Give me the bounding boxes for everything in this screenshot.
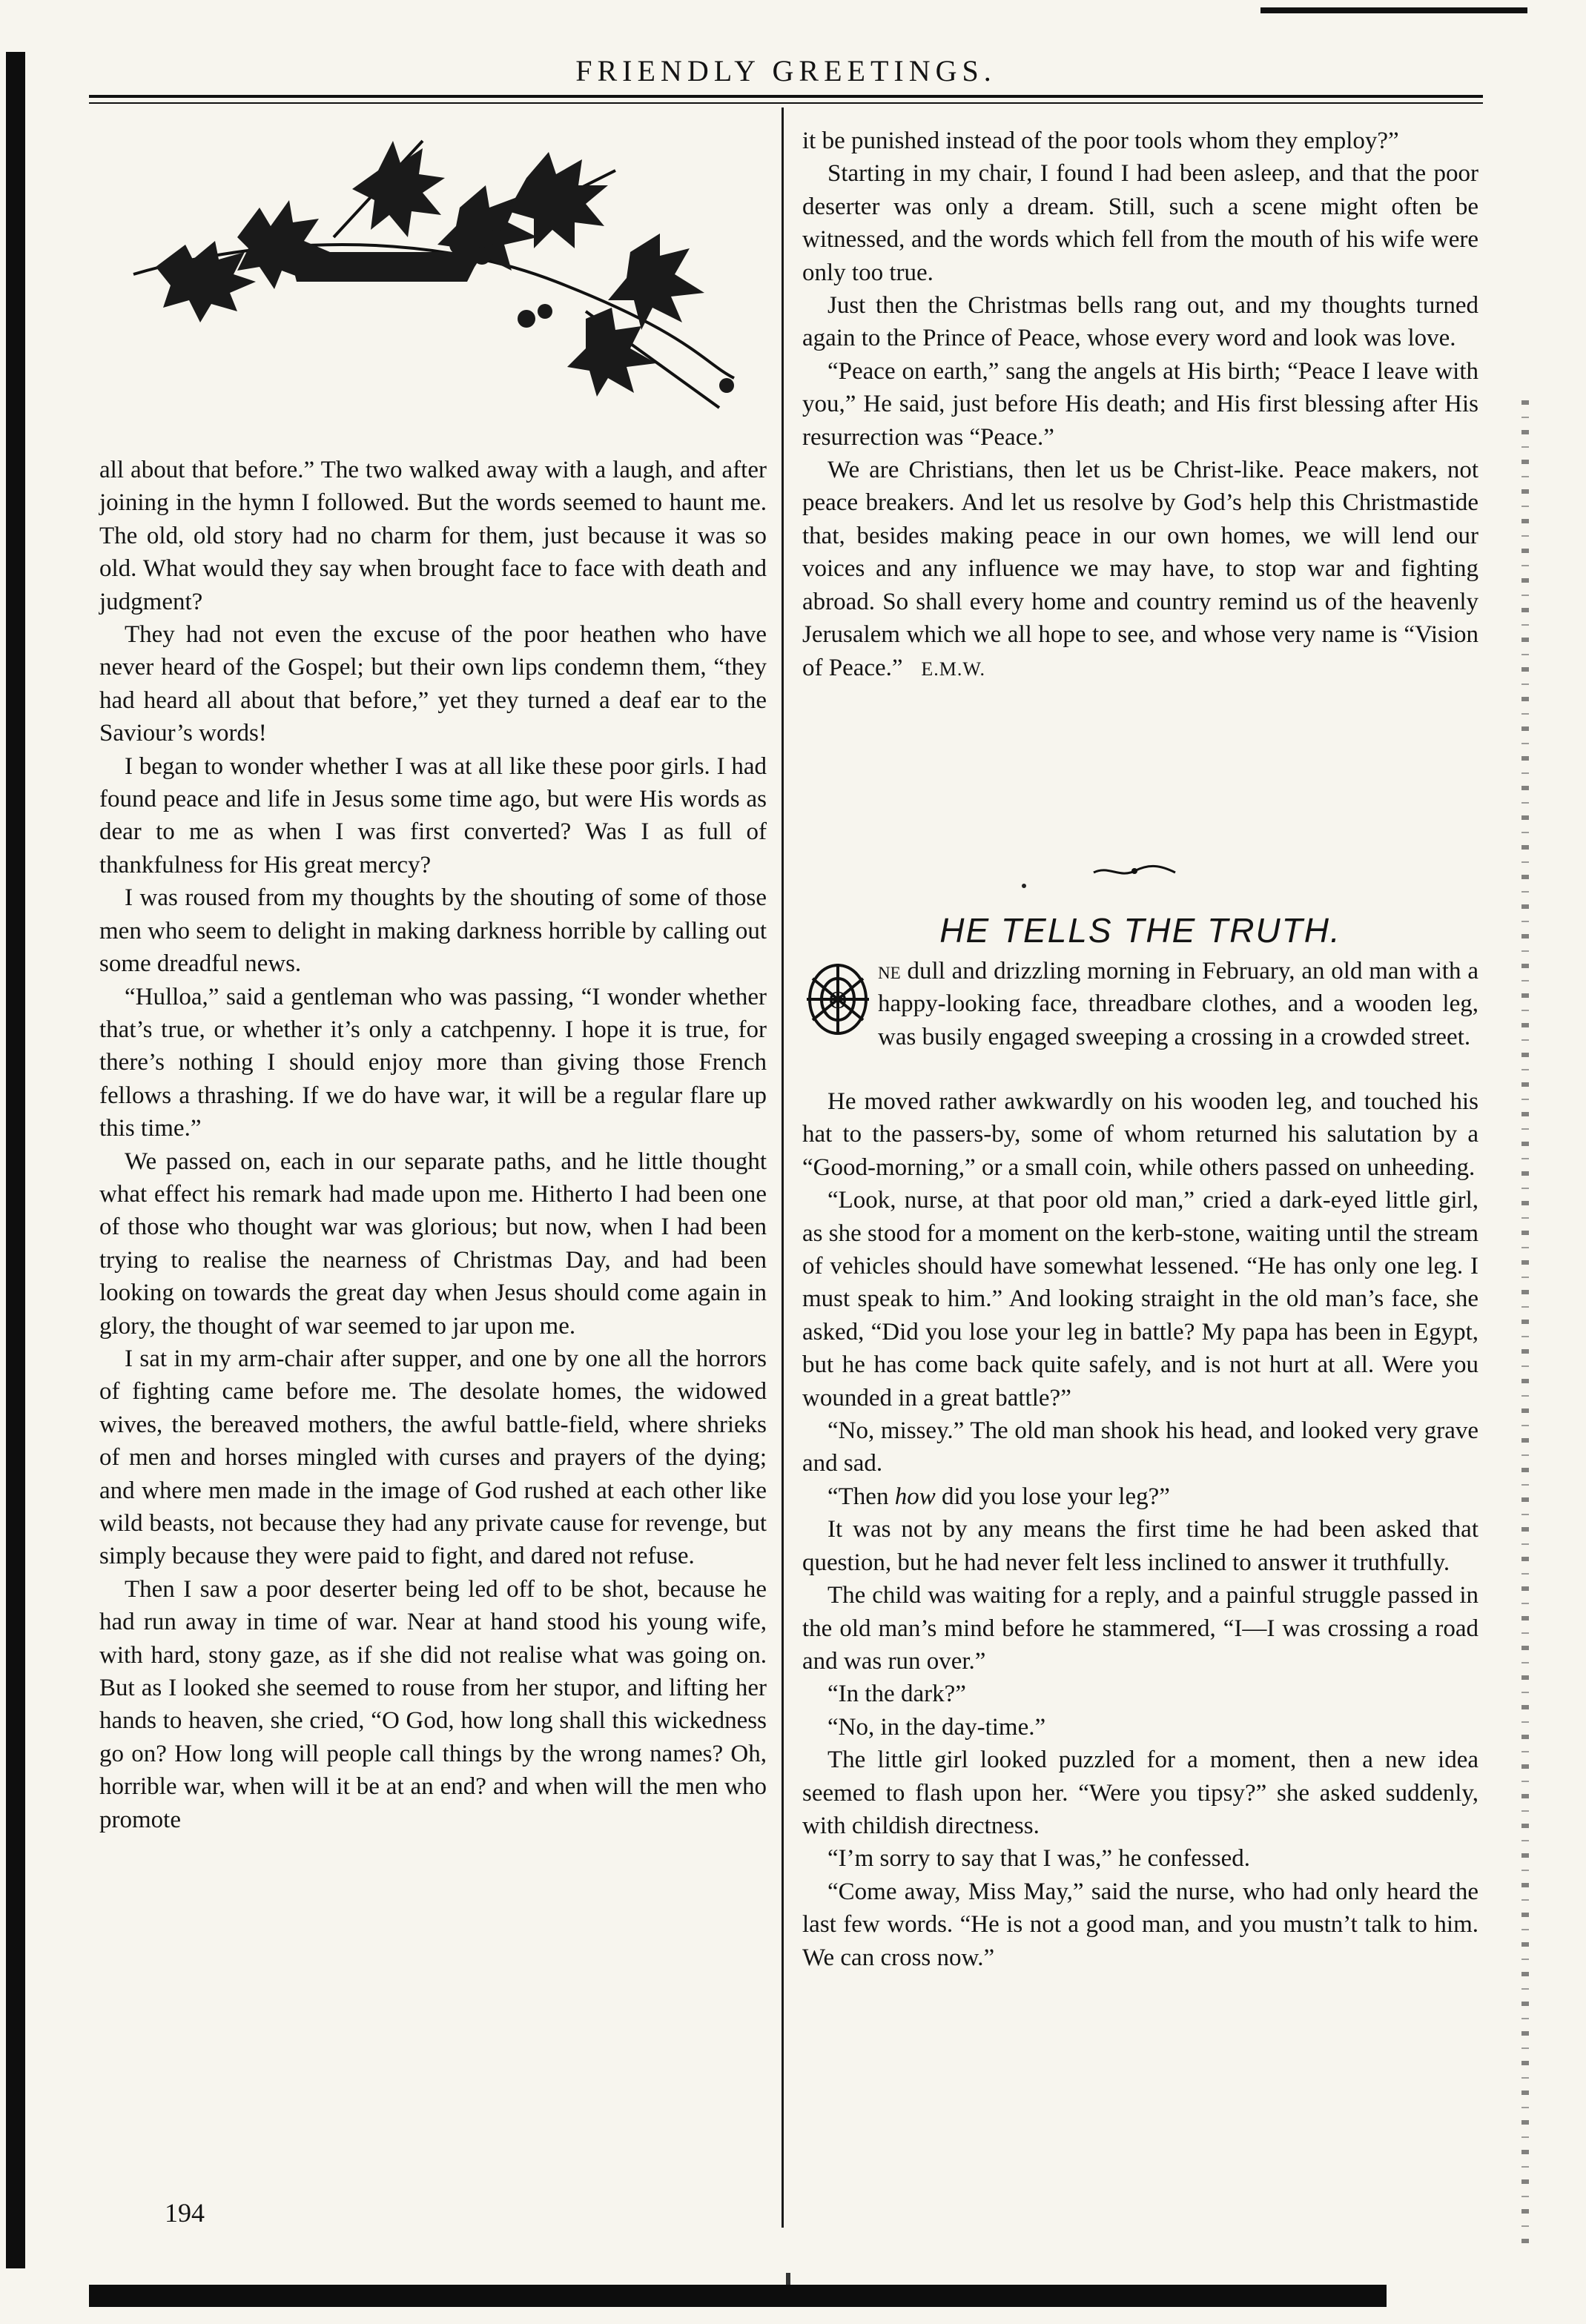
article-paragraph: The child was waiting for a reply, and a painful struggle passed in the old man’s mind before he stammered, “I—I was crossing a road and was run over.”	[802, 1582, 1478, 1675]
right-paragraph	[802, 454, 1478, 686]
article-paragraph: “No, in the day-time.”	[827, 1713, 1046, 1741]
right-paragraph: Starting in my chair, I found I had been asleep, and that the poor deserter was only a dream. Still, such a scene might often be witnessed, and the words which fell from the mouth of his wife were only too true.	[802, 160, 1478, 286]
dropcap-letter: O	[828, 987, 847, 1014]
article-paragraph: “In the dark?”	[827, 1681, 966, 1708]
left-column	[99, 454, 767, 1836]
quote-end: did you lose your leg?”	[935, 1483, 1170, 1510]
right-paragraph: Just then the Christmas bells rang out, and my thoughts turned again to the Prince of Peace, whose every word and look was love.	[802, 292, 1478, 352]
left-paragraph: “Hulloa,” said a gentleman who was passing, “I wonder whether that’s true, or whether it’s only a catchpenny. I hope it is true, for there’s nothing I should enjoy more than giving those French fellows a thrashing. If we do have war, it will be a regular flare up this time.”	[99, 983, 767, 1142]
closing-paragraph-text: We are Christians, then let us be Christ-like. Peace makers, not peace breakers. And let us resolve by God’s help this Christmastide that, besides making peace in our own homes, we will lend our voices and any influence we may have, to stop war and fighting abroad. So shall every home and country remind us of the heavenly Jerusalem which we all hope to see, and whose very name is “Vision of Peace.”	[802, 457, 1478, 681]
lead-smallcaps: ne	[878, 958, 901, 984]
right-paragraph: it be punished instead of the poor tools whom they employ?”	[802, 128, 1399, 154]
article-title: HE TELLS THE TRUTH.	[939, 911, 1341, 950]
article-paragraph: The little girl looked puzzled for a moment, then a new idea seemed to flash upon her. “Were you tipsy?” she asked suddenly, with childish directness.	[802, 1747, 1478, 1839]
article-paragraph: “Look, nurse, at that poor old man,” cried a dark-eyed little girl, as she stood for a moment on the kerb-stone, waiting until the stream of vehicles should have somewhat lessened. “He has only one leg. I must speak to him.” And looking straight in the old man’s face, she asked, “Did you lose your leg in battle? My papa has been in Egypt, but he has come back quite safely, and is not hurt at all. Were you wounded in a great battle?”	[802, 1187, 1478, 1411]
left-paragraph: Then I saw a poor deserter being led off to be shot, because he had run away in time of war. Near at hand stood his young wife, with hard, stony gaze, as if she did not realise what was going on. But as I looked she seemed to rouse from her stupor, and lifting her hands to heaven, she cried, “O God, how long shall this wickedness go on? How long will people call things by the wrong names? Oh, horrible war, when will it be at an end? and when will the men who promote	[99, 1575, 767, 1833]
header-rule-thin	[89, 102, 1483, 104]
column-divider	[782, 107, 784, 2228]
left-paragraph: I began to wonder whether I was at all like these poor girls. I had found peace and life in Jesus some time ago, but were His words as dear to me as when I was first converted? Was I as full of thankfulness for His great mercy?	[99, 752, 767, 878]
left-paragraph: I was roused from my thoughts by the shouting of some of those men who seem to delight in making darkness horrible by calling out some dreadful news.	[99, 884, 767, 978]
running-header: FRIENDLY GREETINGS.	[575, 54, 997, 87]
quote-start: “Then	[827, 1483, 895, 1510]
right-edge-marks	[1521, 400, 1529, 2254]
section-ornament	[1090, 864, 1179, 880]
lead-text: dull and drizzling morning in February, an old man with a happy-looking face, threadbare clothes, and a wooden leg, was busily engaged sweeping a crossing in a crowded street.	[878, 958, 1478, 1050]
article-body	[878, 955, 1478, 1053]
right-column-top	[802, 125, 1478, 686]
top-edge-rule	[1260, 7, 1527, 13]
left-paragraph: They had not even the excuse of the poor heathen who have never heard of the Gospel; but their own lips condemn them, “they had heard all about that before,” yet they turned a deaf ear to the Saviour’s words!	[99, 621, 767, 747]
right-paragraph: “Peace on earth,” sang the angels at His birth; “Peace I leave with you,” He said, just before His death; and His first blessing after His resurrection was “Peace.”	[802, 357, 1478, 451]
left-paragraph: all about that before.” The two walked away with a laugh, and after joining in the hymn I followed. But the words seemed to haunt me. The old, old story had no charm for them, just because it was so old. What would they say when brought face to face with death and judgment?	[99, 457, 767, 615]
binding-edge-shadow	[6, 52, 25, 2268]
ornament-dot	[1022, 884, 1026, 888]
article-paragraph: It was not by any means the first time he had been asked that question, but he had never felt less inclined to answer it truthfully.	[802, 1516, 1478, 1576]
article-lead-paragraph	[878, 955, 1478, 1053]
holly-illustration	[111, 126, 764, 445]
article-paragraph: He moved rather awkwardly on his wooden leg, and touched his hat to the passers-by, some of whom returned his salutation by a “Good-morning,” or a small coin, while others passed on unheeding.	[802, 1088, 1478, 1181]
left-paragraph: We passed on, each in our separate paths, and he little thought what effect his remark had made upon me. Hitherto I had been one of those who thought war was glorious; but now, when I had been trying to realise the nearness of Christmas Day, and had been looking on towards the great day when Jesus should come again in glory, the thought of war seemed to jar upon me.	[99, 1148, 767, 1340]
article-continued	[802, 1085, 1478, 1974]
emphasis-how: how	[894, 1483, 936, 1510]
bottom-edge-shadow	[89, 2285, 1387, 2307]
page-number: 194	[165, 2198, 205, 2228]
article-paragraph	[802, 1480, 1478, 1513]
article-paragraph: “Come away, Miss May,” said the nurse, who had only heard the last few words. “He is not a good man, and you mustn’t talk to him. We can cross now.”	[802, 1878, 1478, 1971]
decorated-initial-o	[802, 956, 873, 1041]
article-paragraph: “No, missey.” The old man shook his head, and looked very grave and sad.	[802, 1417, 1478, 1477]
article-paragraph: “I’m sorry to say that I was,” he confessed.	[827, 1845, 1250, 1873]
author-signature: E.M.W.	[921, 658, 985, 680]
left-paragraph: I sat in my arm-chair after supper, and one by one all the horrors of fighting came before me. The desolate homes, the widowed wives, the bereaved mothers, the awful battle-field, where shrieks of men and horses mingled with curses and prayers of the dying; and where men made in the image of God rushed at each other like wild beasts, not because they had any private cause for revenge, but simply because they were paid to fight, and dared not refuse.	[99, 1345, 767, 1570]
bottom-tick-mark	[786, 2273, 790, 2285]
header-rule-thick	[89, 95, 1483, 98]
